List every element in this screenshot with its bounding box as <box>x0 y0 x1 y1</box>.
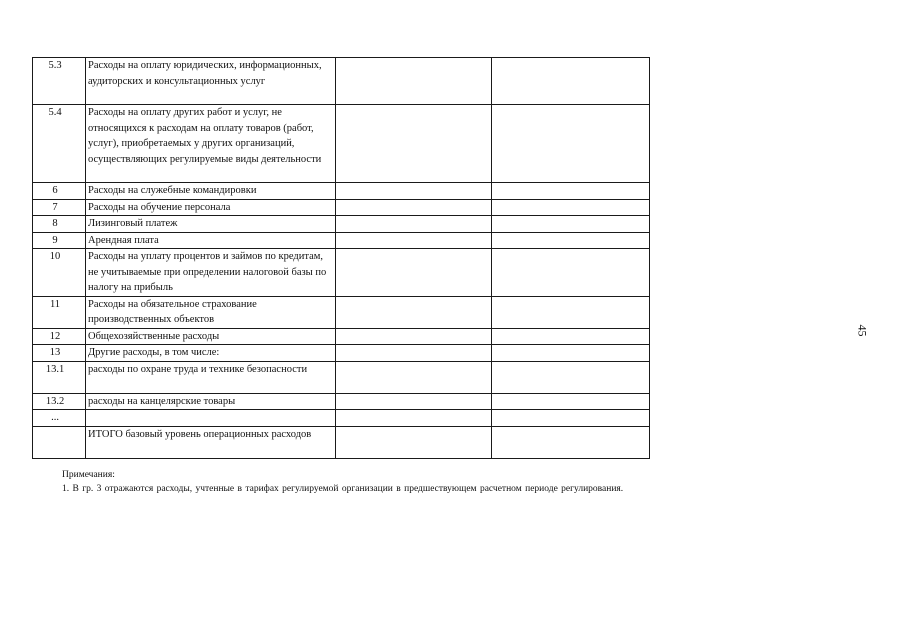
value-cell <box>492 58 650 105</box>
table-row <box>33 183 650 200</box>
row-number: 13 <box>33 345 86 362</box>
value-cell <box>336 345 492 362</box>
value-cell <box>336 249 492 297</box>
notes-title: Примечания: <box>62 470 115 480</box>
value-cell <box>336 105 492 183</box>
table-row <box>33 249 650 297</box>
row-name <box>86 410 336 427</box>
table-row <box>33 216 650 233</box>
row-name: Лизинговый платеж <box>86 216 336 233</box>
value-cell <box>492 199 650 216</box>
row-name: Общехозяйственные расходы <box>86 328 336 345</box>
table-row <box>33 361 650 393</box>
row-name: ИТОГО базовый уровень операционных расходов <box>86 426 336 458</box>
row-name: Расходы на обязательное страхование производственных объектов <box>86 296 336 328</box>
row-number: 13.1 <box>33 361 86 393</box>
row-number: 5.3 <box>33 58 86 105</box>
table-row <box>33 345 650 362</box>
row-name: Расходы на обучение персонала <box>86 199 336 216</box>
value-cell <box>336 393 492 410</box>
table-row <box>33 296 650 328</box>
operating-costs-table <box>32 57 650 459</box>
row-number: 9 <box>33 232 86 249</box>
value-cell <box>336 216 492 233</box>
table-row <box>33 58 650 105</box>
value-cell <box>336 361 492 393</box>
value-cell <box>492 216 650 233</box>
value-cell <box>336 199 492 216</box>
row-name: Расходы на уплату процентов и займов по кредитам, не учитываемые при определении налоговой базы по налогу на прибыль <box>86 249 336 297</box>
row-name: Арендная плата <box>86 232 336 249</box>
row-number: 8 <box>33 216 86 233</box>
value-cell <box>492 345 650 362</box>
page-number: 45 <box>855 324 870 337</box>
value-cell <box>336 410 492 427</box>
row-name: Другие расходы, в том числе: <box>86 345 336 362</box>
table-row <box>33 393 650 410</box>
value-cell <box>492 105 650 183</box>
value-cell <box>336 232 492 249</box>
row-number <box>33 426 86 458</box>
note-item: 1. В гр. 3 отражаются расходы, учтенные в тарифах регулируемой организации в предшествующем расчетном периоде регулирования. <box>62 484 624 494</box>
row-number: ... <box>33 410 86 427</box>
table-row <box>33 105 650 183</box>
row-number: 5.4 <box>33 105 86 183</box>
value-cell <box>336 296 492 328</box>
value-cell <box>492 393 650 410</box>
value-cell <box>492 296 650 328</box>
row-name: Расходы на оплату юридических, информационных, аудиторских и консультационных услуг <box>86 58 336 105</box>
row-name: расходы на канцелярские товары <box>86 393 336 410</box>
row-name: расходы по охране труда и технике безопасности <box>86 361 336 393</box>
table-row <box>33 328 650 345</box>
row-number: 6 <box>33 183 86 200</box>
value-cell <box>336 58 492 105</box>
row-number: 13.2 <box>33 393 86 410</box>
value-cell <box>336 426 492 458</box>
value-cell <box>492 426 650 458</box>
value-cell <box>492 410 650 427</box>
table-row <box>33 426 650 458</box>
value-cell <box>492 232 650 249</box>
value-cell <box>492 249 650 297</box>
table-row <box>33 232 650 249</box>
row-number: 12 <box>33 328 86 345</box>
value-cell <box>492 183 650 200</box>
notes-section <box>32 468 649 496</box>
table-row <box>33 199 650 216</box>
value-cell <box>492 328 650 345</box>
value-cell <box>336 328 492 345</box>
row-name: Расходы на оплату других работ и услуг, не относящихся к расходам на оплату товаров (работ, услуг), приобретаемых у других организаций, осуществляющих регулируемые виды деятельности <box>86 105 336 183</box>
row-number: 11 <box>33 296 86 328</box>
row-name: Расходы на служебные командировки <box>86 183 336 200</box>
row-number: 7 <box>33 199 86 216</box>
value-cell <box>492 361 650 393</box>
table-row <box>33 410 650 427</box>
row-number: 10 <box>33 249 86 297</box>
value-cell <box>336 183 492 200</box>
